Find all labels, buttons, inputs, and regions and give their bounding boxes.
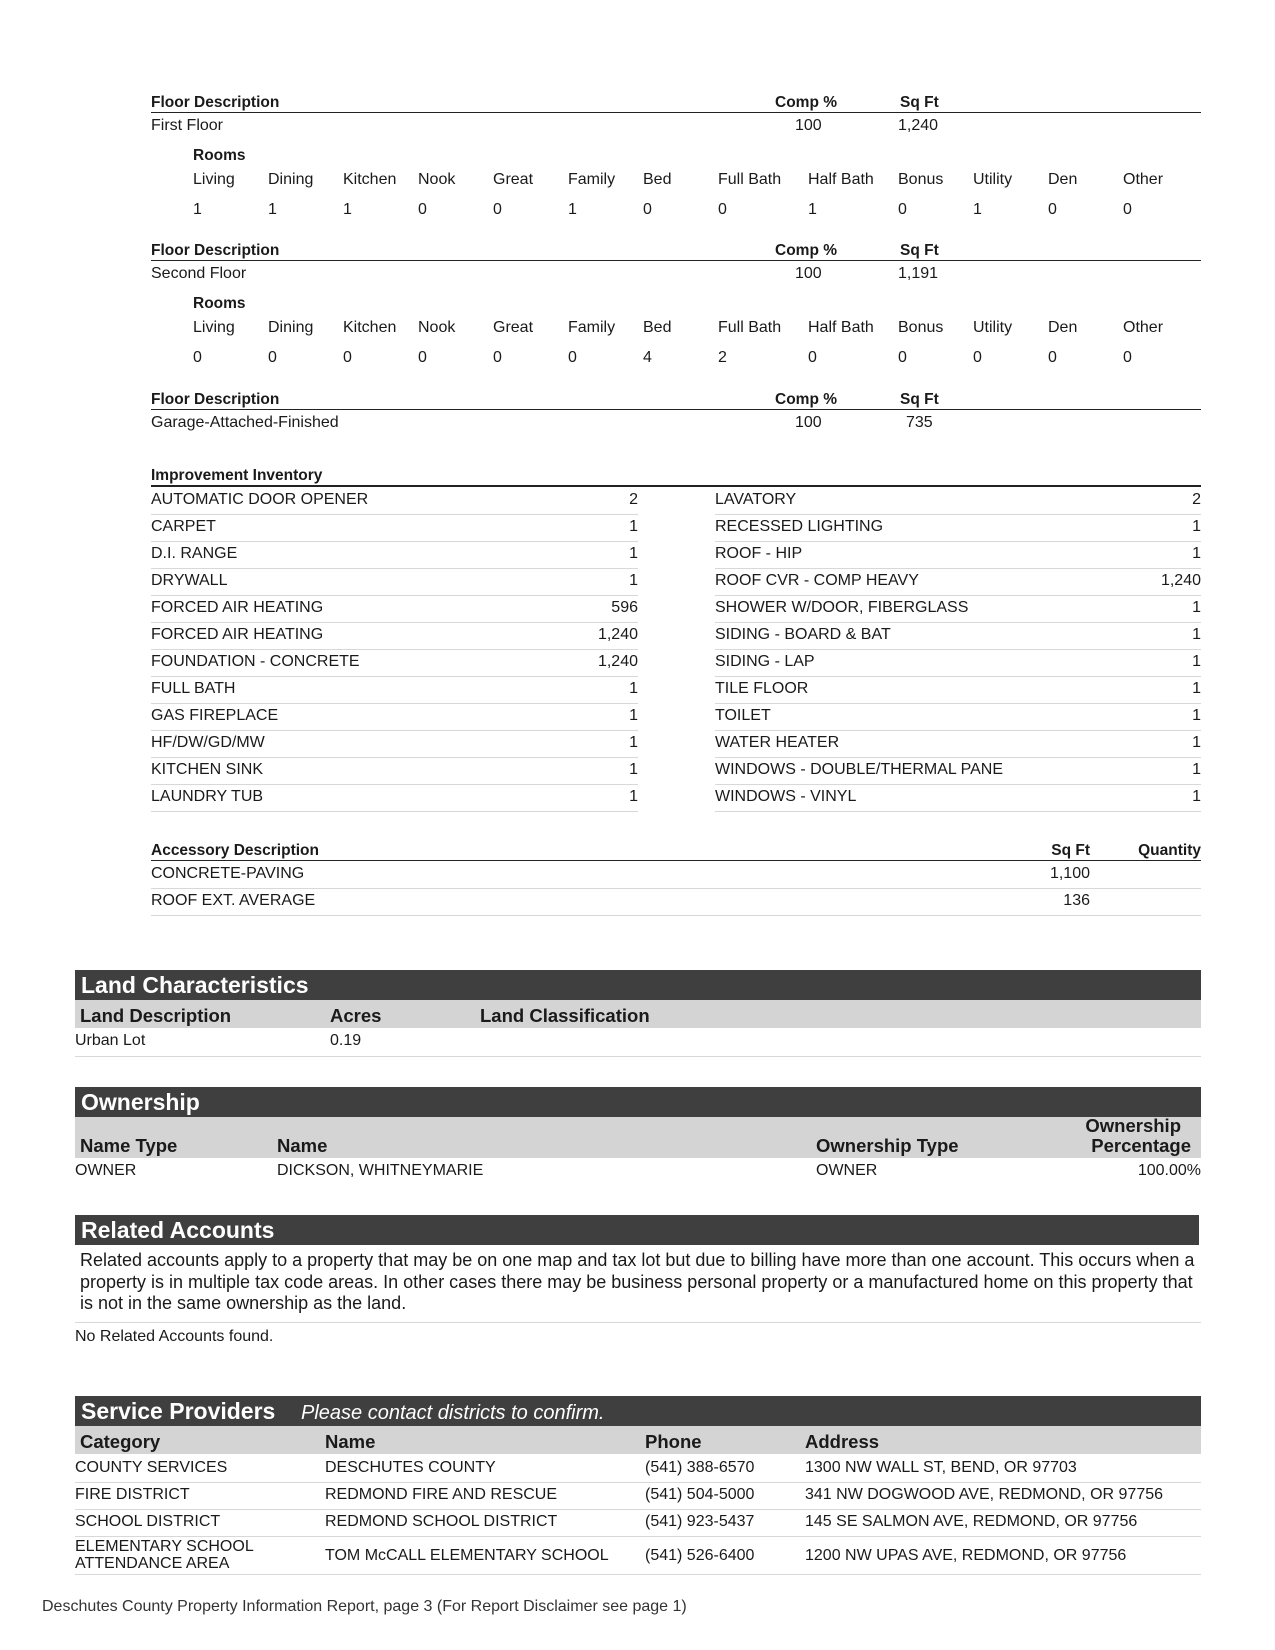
- service-phone: (541) 504-5000: [645, 1486, 755, 1503]
- room-value: 0: [808, 349, 817, 366]
- accessory-header: [151, 842, 1201, 861]
- inventory-name: FOUNDATION - CONCRETE: [151, 653, 360, 670]
- floor-row: [151, 413, 1201, 433]
- land-acres: 0.19: [330, 1032, 362, 1049]
- related-divider: [75, 1322, 1201, 1323]
- room-value: 0: [493, 349, 502, 366]
- sqft-header: Sq Ft: [900, 391, 939, 408]
- accessory-sqft: 136: [1063, 892, 1090, 909]
- room-label: Living: [193, 171, 235, 188]
- room-value: 0: [718, 201, 727, 218]
- floor-comp: 100: [795, 265, 822, 282]
- land-title: Land Characteristics: [81, 972, 309, 998]
- inventory-qty: 1: [1192, 653, 1201, 670]
- inventory-qty: 1: [629, 761, 638, 778]
- room-value: 1: [973, 201, 982, 218]
- floor-header: [151, 390, 1201, 410]
- service-category: COUNTY SERVICES: [75, 1459, 228, 1476]
- inventory-qty: 1: [629, 707, 638, 724]
- room-value: 0: [643, 201, 652, 218]
- room-label: Half Bath: [808, 171, 874, 188]
- service-name: REDMOND FIRE AND RESCUE: [325, 1486, 558, 1503]
- inventory-name: D.I. RANGE: [151, 545, 238, 562]
- room-value: 0: [268, 349, 277, 366]
- room-value: 1: [193, 201, 202, 218]
- inventory-row: [151, 569, 638, 596]
- rooms-grid: [193, 171, 1193, 231]
- room-value: 0: [493, 201, 502, 218]
- inventory-row: [151, 677, 638, 704]
- room-value: 1: [268, 201, 277, 218]
- inventory-row: [715, 758, 1201, 785]
- inventory-qty: 1: [1192, 626, 1201, 643]
- ownership-pct-header-line2: Percentage: [1091, 1135, 1191, 1156]
- room-value: 0: [568, 349, 577, 366]
- room-label: Family: [568, 319, 616, 336]
- inventory-name: HF/DW/GD/MW: [151, 734, 265, 751]
- service-category-line1: ELEMENTARY SCHOOL: [75, 1538, 254, 1555]
- inventory-qty: 1: [1192, 707, 1201, 724]
- ownership-title: Ownership: [81, 1089, 200, 1115]
- floor-comp: 100: [795, 117, 822, 134]
- inventory-qty: 1: [629, 518, 638, 535]
- inventory-name: WINDOWS - DOUBLE/THERMAL PANE: [715, 761, 1004, 778]
- floor-desc-header: Floor Description: [151, 94, 280, 111]
- inventory-row: [715, 596, 1201, 623]
- accessory-sqft: 1,100: [1049, 865, 1090, 882]
- inventory-name: WINDOWS - VINYL: [715, 788, 857, 805]
- ownership-column-header: [75, 1117, 1201, 1158]
- owner-pct: 100.00%: [1137, 1162, 1201, 1179]
- accessory-desc: ROOF EXT. AVERAGE: [151, 892, 316, 909]
- room-value: 1: [568, 201, 577, 218]
- inventory-qty: 1,240: [1160, 572, 1201, 589]
- inventory-row: [151, 704, 638, 731]
- room-label: Other: [1123, 319, 1164, 336]
- ownership-pct-header-line1: Ownership: [1085, 1115, 1181, 1136]
- floor-name: Second Floor: [151, 265, 247, 282]
- inventory-qty: 2: [1192, 491, 1201, 508]
- service-phone: (541) 388-6570: [645, 1459, 755, 1476]
- owner-name-type: OWNER: [75, 1162, 137, 1179]
- phone-header: Phone: [645, 1431, 702, 1452]
- room-value: 0: [973, 349, 982, 366]
- category-header: Category: [80, 1431, 161, 1452]
- room-value: 0: [418, 201, 427, 218]
- inventory-name: LAVATORY: [715, 491, 797, 508]
- inventory-row: [151, 488, 638, 515]
- inventory-row: [715, 785, 1201, 812]
- floor-desc-header: Floor Description: [151, 242, 280, 259]
- related-none-text: No Related Accounts found.: [75, 1328, 274, 1345]
- service-address: 1200 NW UPAS AVE, REDMOND, OR 97756: [805, 1547, 1127, 1564]
- land-section-bar: [75, 970, 1201, 1000]
- acres-header: Acres: [330, 1005, 382, 1026]
- inventory-name: FORCED AIR HEATING: [151, 626, 324, 643]
- room-label: Bonus: [898, 319, 944, 336]
- inventory-row: [715, 488, 1201, 515]
- room-label: Nook: [418, 319, 456, 336]
- inventory-qty: 1: [629, 788, 638, 805]
- inventory-qty: 596: [611, 599, 638, 616]
- inventory-qty: 1: [1192, 680, 1201, 697]
- inventory-row: [151, 758, 638, 785]
- room-label: Den: [1048, 319, 1078, 336]
- floor-comp: 100: [795, 414, 822, 431]
- room-label: Great: [493, 319, 534, 336]
- floor-sqft: 1,240: [898, 117, 939, 134]
- name-type-header: Name Type: [80, 1135, 178, 1156]
- service-category-line2: ATTENDANCE AREA: [75, 1555, 230, 1572]
- inventory-name: FULL BATH: [151, 680, 236, 697]
- related-title: Related Accounts: [81, 1217, 275, 1243]
- inventory-name: TILE FLOOR: [715, 680, 809, 697]
- service-name: DESCHUTES COUNTY: [325, 1459, 496, 1476]
- comp-pct-header: Comp %: [775, 242, 837, 259]
- service-category: SCHOOL DISTRICT: [75, 1513, 221, 1530]
- inventory-row: [151, 542, 638, 569]
- inventory-name: SIDING - BOARD & BAT: [715, 626, 891, 643]
- accessory-qty-header: Quantity: [1138, 842, 1201, 859]
- room-label: Bed: [643, 171, 672, 188]
- land-row: [75, 1030, 1201, 1057]
- service-row: [75, 1456, 1201, 1483]
- room-label: Bonus: [898, 171, 944, 188]
- inventory-name: GAS FIREPLACE: [151, 707, 279, 724]
- floor-name: Garage-Attached-Finished: [151, 414, 339, 431]
- floor-header: [151, 93, 1201, 113]
- room-value: 0: [193, 349, 202, 366]
- accessory-row: [151, 862, 1201, 889]
- inventory-qty: 1,240: [597, 626, 638, 643]
- inventory-row: [151, 731, 638, 758]
- room-value: 1: [808, 201, 817, 218]
- room-label: Other: [1123, 171, 1164, 188]
- inventory-qty: 1: [1192, 545, 1201, 562]
- room-value: 0: [1123, 201, 1132, 218]
- room-value: 0: [1123, 349, 1132, 366]
- services-note: Please contact districts to confirm.: [301, 1402, 605, 1424]
- inventory-qty: 2: [629, 491, 638, 508]
- service-address: 341 NW DOGWOOD AVE, REDMOND, OR 97756: [805, 1486, 1164, 1503]
- inventory-row: [151, 650, 638, 677]
- inventory-qty: 1: [629, 572, 638, 589]
- inventory-row: [151, 596, 638, 623]
- provider-name-header: Name: [325, 1431, 376, 1452]
- room-label: Living: [193, 319, 235, 336]
- room-label: Utility: [973, 171, 1013, 188]
- rooms-title: Rooms: [193, 295, 246, 312]
- service-phone: (541) 923-5437: [645, 1513, 755, 1530]
- floor-row: [151, 116, 1201, 136]
- inventory-row: [715, 623, 1201, 650]
- room-label: Dining: [268, 319, 314, 336]
- room-label: Great: [493, 171, 534, 188]
- service-category: FIRE DISTRICT: [75, 1486, 190, 1503]
- land-class-header: Land Classification: [480, 1005, 650, 1026]
- floor-desc-header: Floor Description: [151, 391, 280, 408]
- room-label: Den: [1048, 171, 1078, 188]
- inventory-name: ROOF CVR - COMP HEAVY: [715, 572, 919, 589]
- room-value: 0: [1048, 349, 1057, 366]
- ownership-row: [75, 1160, 1201, 1184]
- comp-pct-header: Comp %: [775, 391, 837, 408]
- rooms-grid: [193, 319, 1193, 379]
- inventory-row: [715, 650, 1201, 677]
- service-name: REDMOND SCHOOL DISTRICT: [325, 1513, 558, 1530]
- inventory-row: [715, 704, 1201, 731]
- inventory-name: AUTOMATIC DOOR OPENER: [151, 491, 369, 508]
- inventory-row: [715, 677, 1201, 704]
- room-value: 0: [1048, 201, 1057, 218]
- inventory-name: WATER HEATER: [715, 734, 840, 751]
- room-label: Nook: [418, 171, 456, 188]
- inventory-row: [151, 623, 638, 650]
- room-value: 0: [343, 349, 352, 366]
- owner-name: DICKSON, WHITNEYMARIE: [277, 1162, 484, 1179]
- page-footer: Deschutes County Property Information Report, page 3 (For Report Disclaimer see page 1): [42, 1598, 687, 1615]
- room-label: Bed: [643, 319, 672, 336]
- improvement-inventory-title: Improvement Inventory: [151, 467, 1201, 487]
- address-header: Address: [805, 1431, 880, 1452]
- accessory-row: [151, 889, 1201, 916]
- room-value: 0: [418, 349, 427, 366]
- inventory-name: KITCHEN SINK: [151, 761, 264, 778]
- related-section-bar: [75, 1215, 1199, 1245]
- inventory-name: DRYWALL: [151, 572, 228, 589]
- land-desc-header: Land Description: [80, 1005, 232, 1026]
- inventory-qty: 1: [1192, 788, 1201, 805]
- land-column-header: [75, 1000, 1201, 1028]
- room-value: 0: [898, 201, 907, 218]
- inventory-name: RECESSED LIGHTING: [715, 518, 884, 535]
- land-desc: Urban Lot: [75, 1032, 146, 1049]
- accessory-desc-header: Accessory Description: [151, 842, 319, 859]
- inventory-qty: 1: [1192, 734, 1201, 751]
- accessory-sqft-header: Sq Ft: [1051, 842, 1090, 859]
- inventory-name: FORCED AIR HEATING: [151, 599, 324, 616]
- inventory-qty: 1: [1192, 761, 1201, 778]
- sqft-header: Sq Ft: [900, 242, 939, 259]
- owner-ownership-type: OWNER: [816, 1162, 878, 1179]
- rooms-title: Rooms: [193, 147, 246, 164]
- inventory-row: [715, 731, 1201, 758]
- service-row: [75, 1483, 1201, 1510]
- service-name: TOM McCALL ELEMENTARY SCHOOL: [325, 1547, 609, 1564]
- inventory-row: [715, 542, 1201, 569]
- service-row: [75, 1510, 1201, 1537]
- room-label: Kitchen: [343, 319, 397, 336]
- services-column-header: [75, 1426, 1201, 1454]
- room-label: Dining: [268, 171, 314, 188]
- inventory-row: [151, 515, 638, 542]
- inventory-row: [151, 785, 638, 812]
- inventory-name: CARPET: [151, 518, 216, 535]
- room-label: Half Bath: [808, 319, 874, 336]
- related-description: Related accounts apply to a property that may be on one map and tax lot but due to billing have more than one account. This occurs when a property is in multiple tax code areas. In other cases there may be business personal property or a manufactured home on this property that is not in the same ownership as the land.: [80, 1250, 1195, 1313]
- sqft-header: Sq Ft: [900, 94, 939, 111]
- inventory-qty: 1: [629, 545, 638, 562]
- inventory-qty: 1: [629, 680, 638, 697]
- room-value: 4: [643, 349, 652, 366]
- inventory-qty: 1: [629, 734, 638, 751]
- inventory-name: TOILET: [715, 707, 771, 724]
- room-label: Full Bath: [718, 171, 782, 188]
- room-label: Utility: [973, 319, 1013, 336]
- inventory-qty: 1: [1192, 599, 1201, 616]
- inventory-row: [715, 569, 1201, 596]
- floor-header: [151, 241, 1201, 261]
- floor-sqft: 735: [906, 414, 933, 431]
- inventory-qty: 1: [1192, 518, 1201, 535]
- ownership-section-bar: [75, 1087, 1201, 1117]
- inventory-qty: 1,240: [597, 653, 638, 670]
- inventory-name: SHOWER W/DOOR, FIBERGLASS: [715, 599, 969, 616]
- services-title: Service Providers: [81, 1398, 276, 1424]
- room-value: 0: [898, 349, 907, 366]
- owner-name-header: Name: [277, 1135, 328, 1156]
- room-label: Full Bath: [718, 319, 782, 336]
- room-value: 2: [718, 349, 727, 366]
- room-label: Kitchen: [343, 171, 397, 188]
- inventory-name: ROOF - HIP: [715, 545, 803, 562]
- service-phone: (541) 526-6400: [645, 1547, 755, 1564]
- room-label: Family: [568, 171, 616, 188]
- floor-row: [151, 264, 1201, 284]
- service-address: 1300 NW WALL ST, BEND, OR 97703: [805, 1459, 1077, 1476]
- inventory-name: LAUNDRY TUB: [151, 788, 264, 805]
- room-value: 1: [343, 201, 352, 218]
- service-row: [75, 1537, 1201, 1575]
- floor-name: First Floor: [151, 117, 223, 134]
- comp-pct-header: Comp %: [775, 94, 837, 111]
- inventory-row: [715, 515, 1201, 542]
- ownership-type-header: Ownership Type: [816, 1135, 959, 1156]
- services-section-bar: [75, 1396, 1201, 1426]
- floor-sqft: 1,191: [898, 265, 939, 282]
- service-address: 145 SE SALMON AVE, REDMOND, OR 97756: [805, 1513, 1138, 1530]
- accessory-desc: CONCRETE-PAVING: [151, 865, 305, 882]
- inventory-name: SIDING - LAP: [715, 653, 815, 670]
